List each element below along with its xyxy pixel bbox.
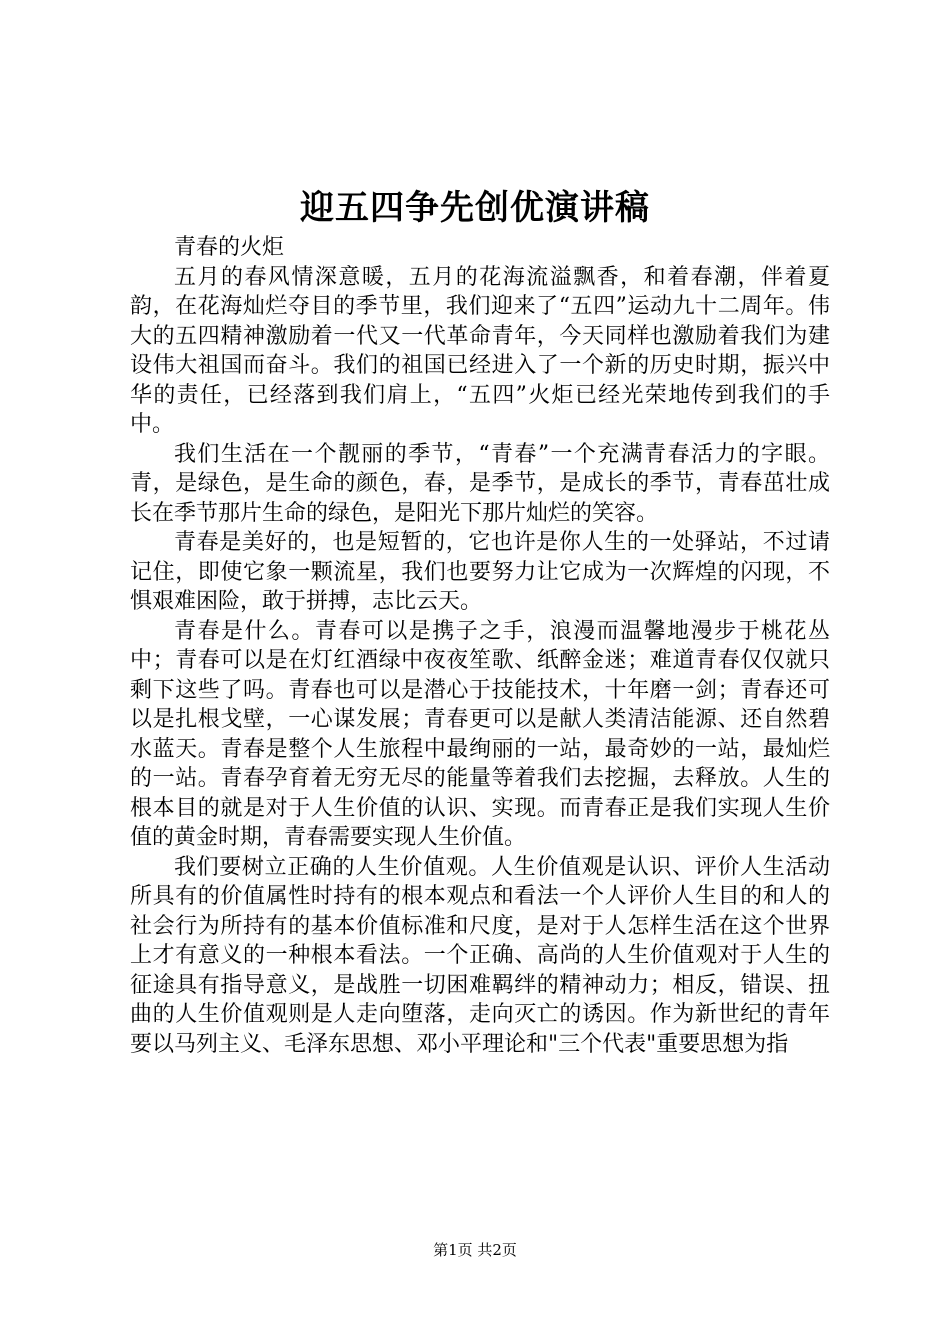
paragraph: 我们要树立正确的人生价值观。人生价值观是认识、评价人生活动所具有的价值属性时持有的根本观点和看法一个人评价人生目的和人的社会行为所持有的基本价值标准和尺度，是对于人怎样生活在这个世界上才有意义的一种根本看法。一个正确、高尚的人生价值观对于人生的征途具有指导意义，是战胜一切困难羁绊的精神动力；相反，错误、扭曲的人生价值观则是人走向堕落，走向灭亡的诱因。作为新世纪的青年要以马列主义、毛泽东思想、邓小平理论和"三个代表"重要思想为指 bbox=[130, 854, 830, 1057]
document-body bbox=[130, 233, 830, 1059]
paragraph: 青春是美好的，也是短暂的，它也许是你人生的一处驿站，不过请记住，即使它象一颗流星，我们也要努力让它成为一次辉煌的闪现，不惧艰难困险，敢于拼搏，志比云天。 bbox=[130, 530, 830, 614]
document-title: 迎五四争先创优演讲稿 bbox=[300, 188, 650, 228]
paragraph-subtitle: 青春的火炬 bbox=[174, 235, 285, 260]
paragraph: 我们生活在一个靓丽的季节，“青春”一个充满青春活力的字眼。青，是绿色，是生命的颜色，春，是季节，是成长的季节，青春茁壮成长在季节那片生命的绿色，是阳光下那片灿烂的笑容。 bbox=[130, 441, 830, 526]
paragraph: 五月的春风情深意暖，五月的花海流溢飘香，和着春潮，伴着夏韵，在花海灿烂夺目的季节里，我们迎来了“五四”运动九十二周年。伟大的五四精神激励着一代又一代革命青年，今天同样也激励着我们为建设伟大祖国而奋斗。我们的祖国已经进入了一个新的历史时期，振兴中华的责任，已经落到我们肩上，“五四”火炬已经光荣地传到我们的手中。 bbox=[130, 264, 830, 437]
page-footer: 第1页 共2页 bbox=[433, 1241, 517, 1259]
paragraph: 青春是什么。青春可以是携子之手，浪漫而温馨地漫步于桃花丛中；青春可以是在灯红酒绿中夜夜笙歌、纸醉金迷；难道青春仅仅就只剩下这些了吗。青春也可以是潜心于技能技术，十年磨一剑；青春还可以是扎根戈壁，一心谋发展；青春更可以是献人类清洁能源、还自然碧水蓝天。青春是整个人生旅程中最绚丽的一站，最奇妙的一站，最灿烂的一站。青春孕育着无穷无尽的能量等着我们去挖掘，去释放。人生的根本目的就是对于人生价值的认识、实现。而青春正是我们实现人生价值的黄金时期，青春需要实现人生价值。 bbox=[130, 618, 830, 850]
